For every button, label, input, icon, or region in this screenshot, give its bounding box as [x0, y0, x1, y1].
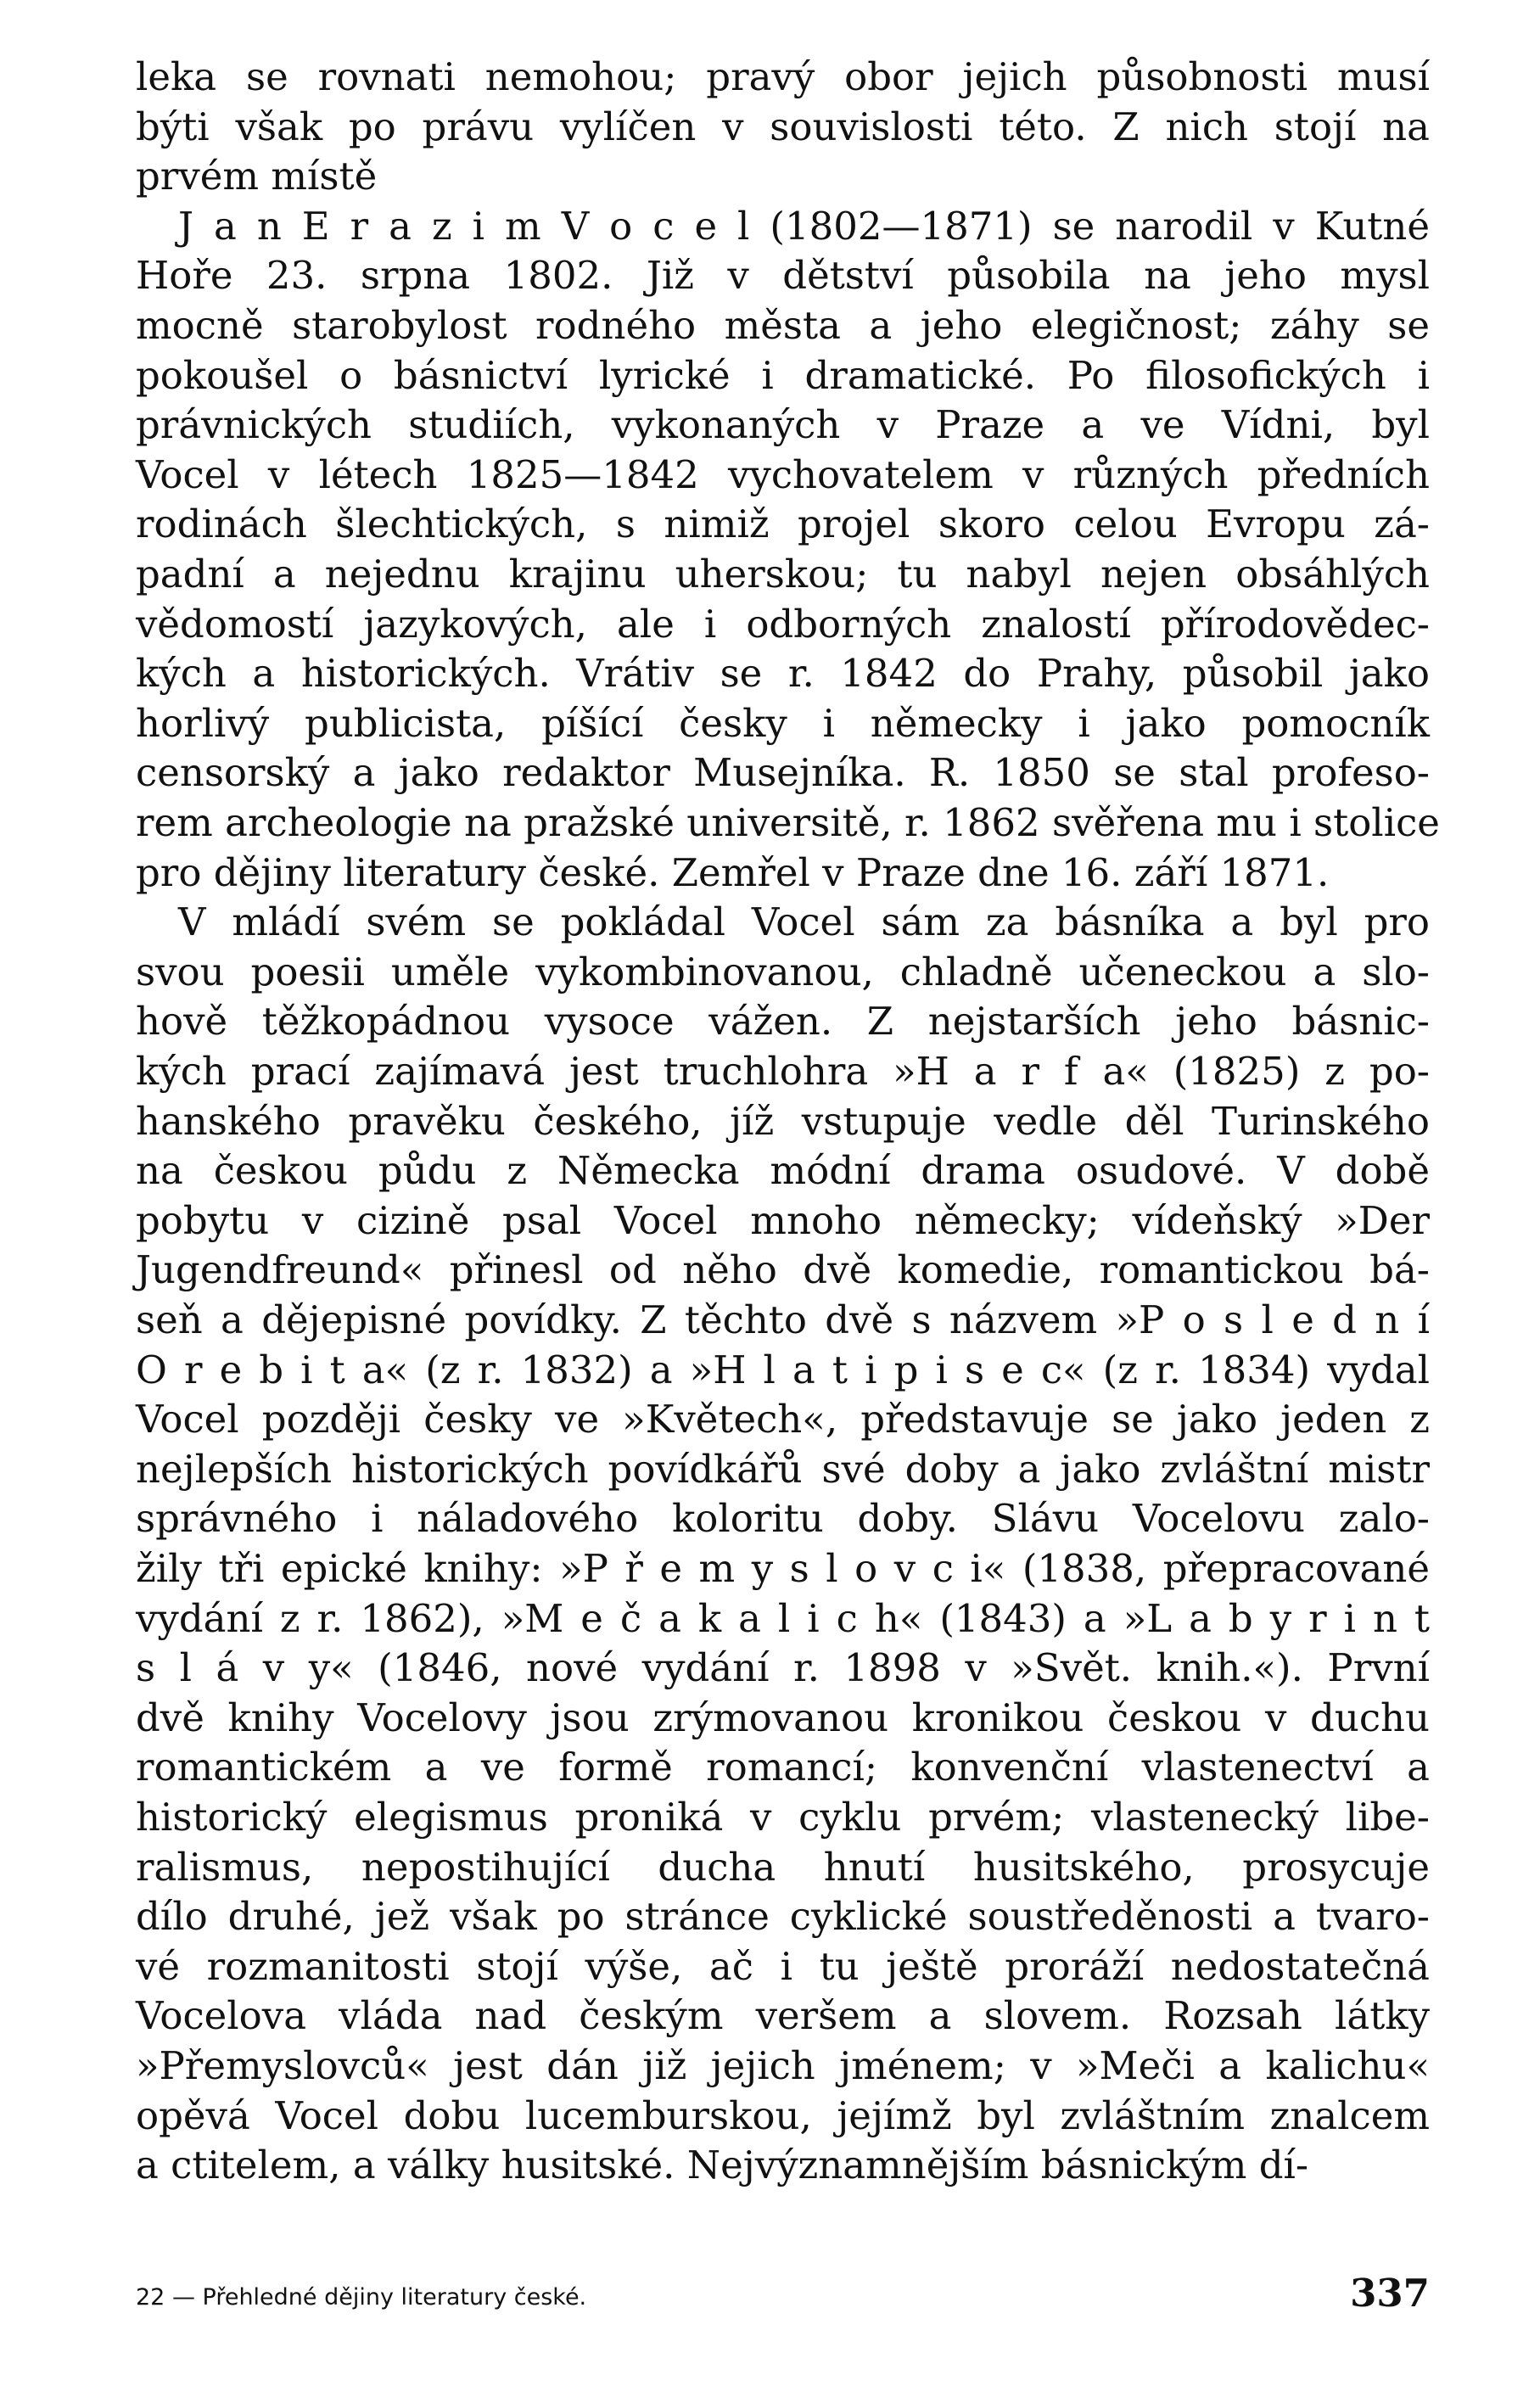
text-line: býti však po právu vylíčen v souvislosti této. Z nich stojí na [136, 104, 1430, 149]
text-line: prvém místě [136, 154, 378, 199]
text-line: Vocelova vláda nad českým veršem a slovem. Rozsah látky [136, 1993, 1430, 2038]
text-line: rem archeologie na pražské universitě, r. 1862 svěřena mu i stolice [136, 800, 1440, 845]
page-footer [136, 2271, 1430, 2322]
text-line: romantickém a ve formě romancí; konvenční vlastenectví a [136, 1745, 1430, 1790]
text-line: leka se rovnati nemohou; pravý obor jejich působnosti musí [136, 54, 1430, 99]
text-line: s l á v y« (1846, nové vydání r. 1898 v »Svět. knih.«). První [136, 1645, 1430, 1690]
text-line: »Přemyslovců« jest dán již jejich jménem; v »Meči a kalichu« [136, 2043, 1430, 2088]
text-line: dvě knihy Vocelovy jsou zrýmovanou kronikou českou v duchu [136, 1695, 1430, 1740]
text-line: padní a nejednu krajinu uherskou; tu nabyl nejen obsáhlých [136, 552, 1430, 597]
text-line: vědomostí jazykových, ale i odborných znalostí přírodovědec- [136, 602, 1430, 647]
text-line: pro dějiny literatury české. Zemřel v Praze dne 16. září 1871. [136, 850, 1330, 895]
text-line: pobytu v cizině psal Vocel mnoho německy; vídeňský »Der [136, 1198, 1430, 1243]
text-line: O r e b i t a« (z r. 1832) a »H l a t i p i s e c« (z r. 1834) vydal [136, 1347, 1430, 1392]
text-line: dílo druhé, jež však po stránce cyklické soustředěnosti a tvaro- [136, 1894, 1430, 1939]
text-line: svou poesii uměle vykombinovanou, chladně učeneckou a slo- [136, 949, 1430, 994]
text-line: J a n E r a z i m V o c e l (1802—1871) se narodil v Kutné [178, 204, 1430, 249]
text-line: kých prací zajímavá jest truchlohra »H a r f a« (1825) z po- [136, 1049, 1430, 1094]
text-line: censorský a jako redaktor Musejníka. R. 1850 se stal profeso- [136, 750, 1430, 795]
text-line: horlivý publicista, píšící česky i německy i jako pomocník [136, 701, 1430, 746]
text-line: hanského pravěku českého, jíž vstupuje vedle děl Turinského [136, 1099, 1430, 1144]
text-line: Jugendfreund« přinesl od něho dvě komedie, romantickou bá- [136, 1247, 1430, 1292]
text-line: žily tři epické knihy: »P ř e m y s l o v c i« (1838, přepracované [136, 1546, 1430, 1591]
text-line: správného i náladového koloritu doby. Slávu Vocelovu zalo- [136, 1496, 1430, 1541]
text-line: a ctitelem, a války husitské. Nejvýznamnějším básnickým dí- [136, 2143, 1309, 2187]
text-line: seň a dějepisné povídky. Z těchto dvě s názvem »P o s l e d n í [136, 1297, 1430, 1342]
text-line: pokoušel o básnictví lyrické i dramatické. Po filosofických i [136, 353, 1430, 398]
text-line: Vocel později česky ve »Květech«, představuje se jako jeden z [136, 1397, 1430, 1442]
text-line: opěvá Vocel dobu lucemburskou, jejímž byl zvláštním znalcem [136, 2093, 1430, 2138]
text-line: historický elegismus proniká v cyklu prvém; vlastenecký libe- [136, 1795, 1430, 1840]
text-line: kých a historických. Vrátiv se r. 1842 do Prahy, působil jako [136, 651, 1430, 696]
text-line: Vocel v létech 1825—1842 vychovatelem v různých předních [136, 452, 1430, 497]
text-line: ralismus, nepostihující ducha hnutí husitského, prosycuje [136, 1845, 1430, 1890]
text-line: hově těžkopádnou vysoce vážen. Z nejstarších jeho básnic- [136, 999, 1430, 1044]
text-line: rodinách šlechtických, s nimiž projel skoro celou Evropu zá- [136, 501, 1430, 546]
text-line: Hoře 23. srpna 1802. Již v dětství působila na jeho mysl [136, 253, 1430, 298]
text-line: právnických studiích, vykonaných v Praze a ve Vídni, byl [136, 402, 1430, 447]
signature-mark: 22 — Přehledné dějiny literatury české. [136, 2284, 587, 2311]
text-line: vydání z r. 1862), »M e č a k a l i c h« (1843) a »L a b y r i n t [136, 1596, 1430, 1641]
text-line: na českou půdu z Německa módní drama osudové. V době [136, 1148, 1430, 1193]
text-line: vé rozmanitosti stojí výše, ač i tu ještě proráží nedostatečná [136, 1944, 1430, 1989]
text-line: nejlepších historických povídkářů své doby a jako zvláštní mistr [136, 1447, 1430, 1492]
text-line: mocně starobylost rodného města a jeho elegičnost; záhy se [136, 303, 1430, 348]
text-line: V mládí svém se pokládal Vocel sám za básníka a byl pro [178, 899, 1430, 944]
page-number: 337 [1350, 2271, 1430, 2316]
